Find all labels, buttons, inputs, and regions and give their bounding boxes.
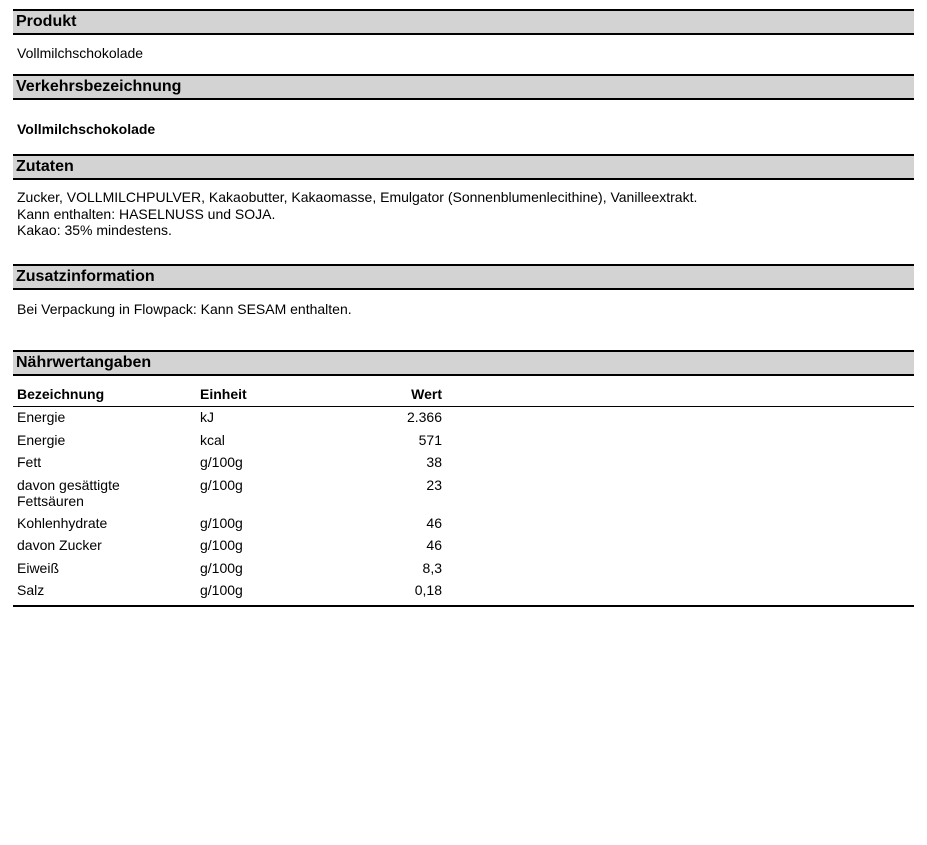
nutrient-unit: g/100g [200, 559, 243, 576]
nutrient-unit: g/100g [200, 476, 243, 493]
nutrient-name: Energie [17, 409, 66, 425]
nutrient-name-line: davon gesättigte [17, 476, 120, 493]
additional-value: Bei Verpackung in Flowpack: Kann SESAM enthalten. [17, 301, 352, 317]
row-spacer [442, 431, 914, 454]
nutrient-unit: g/100g [200, 582, 243, 598]
table-row [13, 431, 914, 454]
nutrient-name: davon Zucker [17, 537, 102, 553]
column-header-name: Bezeichnung [13, 384, 196, 407]
row-spacer [442, 514, 914, 537]
row-spacer [442, 476, 914, 514]
nutrient-name: Energie [17, 431, 66, 448]
table-row [13, 514, 914, 537]
nutrient-value: 571 [418, 431, 442, 448]
nutrient-name-line: Fettsäuren [17, 493, 84, 509]
table-row [13, 559, 914, 582]
table-row [13, 453, 914, 476]
additional-header: Zusatzinformation [13, 264, 914, 290]
nutrient-name: Eiweiß [17, 559, 60, 576]
row-spacer [442, 407, 914, 431]
designation-header: Verkehrsbezeichnung [13, 74, 914, 100]
nutrient-unit: g/100g [200, 537, 243, 553]
row-spacer [442, 581, 914, 604]
table-row [13, 581, 914, 604]
column-header-spacer [442, 384, 914, 407]
nutrient-value: 23 [426, 476, 442, 493]
nutrient-unit: kcal [200, 431, 225, 448]
nutrient-name: Kohlenhydrate [17, 514, 108, 531]
designation-value: Vollmilchschokolade [17, 121, 156, 137]
ingredients-line: Kann enthalten: HASELNUSS und SOJA. [17, 205, 276, 222]
nutrient-name: Salz [17, 582, 45, 598]
product-header: Produkt [13, 9, 914, 35]
nutrient-value: 0,18 [414, 582, 442, 598]
table-bottom-rule [13, 605, 914, 607]
column-header-unit: Einheit [196, 384, 360, 407]
nutrient-name [13, 476, 196, 514]
ingredients-header: Zutaten [13, 154, 914, 180]
nutrient-value: 46 [426, 514, 442, 531]
product-value: Vollmilchschokolade [17, 45, 144, 61]
nutrient-name: Fett [17, 454, 42, 470]
nutrient-unit: kJ [200, 409, 214, 425]
nutrient-unit: g/100g [200, 454, 243, 470]
nutrition-table-header-row [13, 384, 914, 407]
nutrient-unit: g/100g [200, 514, 243, 531]
nutrition-table [13, 384, 914, 604]
row-spacer [442, 536, 914, 559]
row-spacer [442, 559, 914, 582]
nutrient-value: 38 [426, 454, 442, 470]
column-header-value: Wert [360, 384, 442, 407]
nutrient-value: 46 [426, 537, 442, 553]
ingredients-line: Zucker, VOLLMILCHPULVER, Kakaobutter, Kakaomasse, Emulgator (Sonnenblumenlecithine), Vanilleextrakt. [17, 189, 698, 205]
ingredients-text [17, 189, 907, 239]
nutrition-header: Nährwertangaben [13, 350, 914, 376]
ingredients-line: Kakao: 35% mindestens. [17, 222, 172, 238]
nutrient-value: 8,3 [422, 559, 442, 576]
table-row [13, 407, 914, 431]
table-row [13, 536, 914, 559]
nutrient-value: 2.366 [406, 409, 442, 425]
table-row [13, 476, 914, 514]
row-spacer [442, 453, 914, 476]
